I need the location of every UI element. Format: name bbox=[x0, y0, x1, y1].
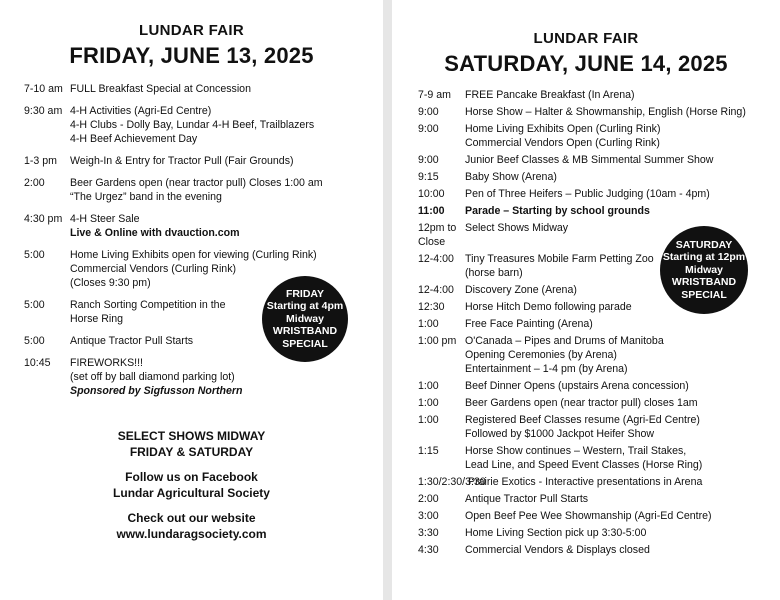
schedule-event bbox=[70, 176, 369, 204]
schedule-time: 12:30 bbox=[418, 301, 445, 313]
schedule-event-line: Horse Show – Halter & Showmanship, English (Horse Ring) bbox=[465, 106, 746, 118]
schedule-row bbox=[24, 154, 369, 168]
schedule-time: 10:45 bbox=[24, 357, 51, 369]
schedule-event bbox=[465, 492, 773, 506]
schedule-time: 11:00 bbox=[418, 205, 445, 217]
schedule-row bbox=[24, 176, 369, 204]
schedule-event-line: Commercial Vendors (Curling Rink) bbox=[70, 263, 237, 275]
badge-line: Midway bbox=[685, 263, 723, 276]
schedule-event-line: FREE Pancake Breakfast (In Arena) bbox=[465, 89, 635, 101]
schedule-event-line: Baby Show (Arena) bbox=[465, 171, 557, 183]
schedule-event bbox=[70, 154, 369, 168]
schedule-event-line: Junior Beef Classes & MB Simmental Summer Show bbox=[465, 154, 714, 166]
schedule-time: 5:00 bbox=[24, 335, 45, 347]
schedule-event-line: Home Living Exhibits Open (Curling Rink) bbox=[465, 123, 661, 135]
schedule-event bbox=[70, 82, 369, 96]
badge-line: Starting at 4pm bbox=[266, 300, 344, 313]
schedule-time: 10:00 bbox=[418, 188, 445, 200]
schedule-time: 4:30 bbox=[418, 544, 439, 556]
schedule-time: 7-10 am bbox=[24, 83, 63, 95]
schedule-time: 2:00 bbox=[24, 177, 45, 189]
schedule-row bbox=[24, 356, 369, 398]
schedule-row bbox=[418, 444, 773, 472]
schedule-row bbox=[24, 82, 369, 96]
schedule-event bbox=[465, 413, 773, 441]
schedule-event-line: (Closes 9:30 pm) bbox=[70, 277, 151, 289]
schedule-time: 7-9 am bbox=[418, 89, 451, 101]
schedule-row bbox=[418, 187, 773, 201]
schedule-event-line: FULL Breakfast Special at Concession bbox=[70, 83, 251, 95]
schedule-event-line: “The Urgez” band in the evening bbox=[70, 191, 222, 203]
schedule-event-line: 4-H Beef Achievement Day bbox=[70, 133, 198, 145]
schedule-row bbox=[418, 122, 773, 150]
saturday-date-title: SATURDAY, JUNE 14, 2025 bbox=[444, 51, 728, 76]
schedule-event-line: Followed by $1000 Jackpot Heifer Show bbox=[465, 428, 655, 440]
schedule-row bbox=[418, 509, 773, 523]
friday-footer bbox=[0, 428, 383, 551]
schedule-event-line: (horse barn) bbox=[465, 267, 523, 279]
schedule-event bbox=[70, 212, 369, 240]
schedule-event-line: Horse Hitch Demo following parade bbox=[465, 301, 632, 313]
schedule-time: 1:00 bbox=[418, 318, 439, 330]
schedule-event bbox=[465, 105, 773, 119]
facebook-note-line2: Lundar Agricultural Society bbox=[113, 486, 270, 500]
schedule-time: 2:00 bbox=[418, 493, 439, 505]
schedule-event bbox=[465, 543, 773, 557]
schedule-event-line: Opening Ceremonies (by Arena) bbox=[465, 349, 617, 361]
schedule-event bbox=[70, 356, 369, 398]
schedule-row bbox=[418, 317, 773, 331]
friday-date-title: FRIDAY, JUNE 13, 2025 bbox=[69, 43, 314, 68]
schedule-event-line: Home Living Section pick up 3:30-5:00 bbox=[465, 527, 647, 539]
schedule-row bbox=[418, 543, 773, 557]
badge-line: Midway bbox=[286, 312, 324, 325]
schedule-time: 1:00 pm bbox=[418, 335, 457, 347]
schedule-time: 1:00 bbox=[418, 397, 439, 409]
schedule-time: 4:30 pm bbox=[24, 213, 63, 225]
schedule-time: 3:30 bbox=[418, 527, 439, 539]
schedule-time: 9:00 bbox=[418, 123, 439, 135]
saturday-schedule bbox=[418, 88, 773, 560]
schedule-time: 1:30/2:30/3:30 bbox=[418, 476, 486, 488]
schedule-time: 1:15 bbox=[418, 445, 439, 457]
schedule-time: 12pm to Close bbox=[418, 222, 457, 248]
schedule-event bbox=[465, 153, 773, 167]
badge-line: Starting at 12pm bbox=[662, 251, 746, 264]
schedule-event-line: Entertainment – 1-4 pm (by Arena) bbox=[465, 363, 628, 375]
schedule-row bbox=[418, 204, 773, 218]
badge-line: WRISTBAND bbox=[671, 276, 737, 289]
schedule-time: 5:00 bbox=[24, 299, 45, 311]
schedule-event-line: 4-H Clubs - Dolly Bay, Lundar 4-H Beef, Trailblazers bbox=[70, 119, 315, 131]
schedule-event-line: Select Shows Midway bbox=[465, 222, 569, 234]
schedule-row bbox=[418, 379, 773, 393]
schedule-event-line: Beer Gardens open (near tractor pull) Closes 1:00 am bbox=[70, 177, 323, 189]
schedule-event-line: Antique Tractor Pull Starts bbox=[465, 493, 589, 505]
saturday-page bbox=[392, 0, 780, 600]
saturday-wristband-badge bbox=[660, 226, 748, 314]
facebook-note-line1: Follow us on Facebook bbox=[125, 470, 258, 484]
schedule-event bbox=[465, 317, 773, 331]
schedule-time: 5:00 bbox=[24, 249, 45, 261]
schedule-event-line: Ranch Sorting Competition in the bbox=[70, 299, 226, 311]
badge-line: FRIDAY bbox=[285, 287, 325, 300]
schedule-event-line: Home Living Exhibits open for viewing (Curling Rink) bbox=[70, 249, 317, 261]
schedule-event bbox=[465, 204, 773, 218]
schedule-event bbox=[468, 475, 773, 489]
schedule-event-line: Horse Show continues – Western, Trail Stakes, bbox=[465, 445, 687, 457]
schedule-event bbox=[465, 122, 773, 150]
schedule-event bbox=[465, 509, 773, 523]
schedule-event-line: Tiny Treasures Mobile Farm Petting Zoo bbox=[465, 253, 654, 265]
schedule-event-line: Registered Beef Classes resume (Agri-Ed Centre) bbox=[465, 414, 700, 426]
schedule-event-line: O'Canada – Pipes and Drums of Manitoba bbox=[465, 335, 664, 347]
schedule-event-line: Commercial Vendors Open (Curling Rink) bbox=[465, 137, 660, 149]
schedule-row bbox=[418, 334, 773, 376]
schedule-row bbox=[418, 396, 773, 410]
schedule-time: 9:00 bbox=[418, 154, 439, 166]
schedule-time: 1-3 pm bbox=[24, 155, 57, 167]
schedule-event bbox=[465, 170, 773, 184]
schedule-time: 1:00 bbox=[418, 414, 439, 426]
schedule-row bbox=[418, 475, 773, 489]
schedule-event-line: Live & Online with dvauction.com bbox=[70, 227, 240, 239]
schedule-event-line: Beef Dinner Opens (upstairs Arena concession) bbox=[465, 380, 689, 392]
website-link[interactable]: www.lundaragsociety.com bbox=[116, 527, 267, 541]
schedule-event-line: Weigh-In & Entry for Tractor Pull (Fair Grounds) bbox=[70, 155, 294, 167]
schedule-event-line: Discovery Zone (Arena) bbox=[465, 284, 577, 296]
schedule-event-line: Horse Ring bbox=[70, 313, 123, 325]
schedule-row bbox=[418, 492, 773, 506]
schedule-row bbox=[418, 153, 773, 167]
badge-line: SPECIAL bbox=[282, 337, 328, 350]
schedule-event-line: FIREWORKS!!! bbox=[70, 357, 143, 369]
schedule-event bbox=[465, 396, 773, 410]
schedule-event-line: Sponsored by Sigfusson Northern bbox=[70, 385, 243, 397]
schedule-event-line: Prairie Exotics - Interactive presentations in Arena bbox=[468, 476, 703, 488]
schedule-row bbox=[24, 104, 369, 146]
fair-name-heading: LUNDAR FAIR bbox=[139, 22, 244, 39]
schedule-row bbox=[24, 212, 369, 240]
schedule-event-line: 4-H Steer Sale bbox=[70, 213, 140, 225]
schedule-row bbox=[418, 88, 773, 102]
schedule-event-line: 4-H Activities (Agri-Ed Centre) bbox=[70, 105, 212, 117]
schedule-time: 12-4:00 bbox=[418, 284, 454, 296]
friday-page bbox=[0, 0, 383, 600]
schedule-event bbox=[465, 379, 773, 393]
schedule-event-line: Beer Gardens open (near tractor pull) closes 1am bbox=[465, 397, 698, 409]
website-note-line1: Check out our website bbox=[127, 511, 256, 525]
friday-wristband-badge bbox=[262, 276, 348, 362]
schedule-event bbox=[465, 334, 773, 376]
schedule-event bbox=[465, 187, 773, 201]
fair-name-heading: LUNDAR FAIR bbox=[533, 30, 639, 47]
midway-note-line1: SELECT SHOWS MIDWAY bbox=[117, 429, 266, 443]
schedule-event bbox=[70, 104, 369, 146]
schedule-event-line: Pen of Three Heifers – Public Judging (10am - 4pm) bbox=[465, 188, 710, 200]
badge-line: WRISTBAND bbox=[272, 325, 338, 338]
schedule-event bbox=[465, 444, 773, 472]
schedule-event bbox=[465, 526, 773, 540]
schedule-event-line: Open Beef Pee Wee Showmanship (Agri-Ed Centre) bbox=[465, 510, 712, 522]
schedule-row bbox=[418, 105, 773, 119]
schedule-event-line: (set off by ball diamond parking lot) bbox=[70, 371, 235, 383]
schedule-event-line: Free Face Painting (Arena) bbox=[465, 318, 593, 330]
schedule-time: 1:00 bbox=[418, 380, 439, 392]
schedule-time: 9:15 bbox=[418, 171, 439, 183]
schedule-event bbox=[465, 88, 773, 102]
badge-line: SATURDAY bbox=[675, 238, 733, 251]
schedule-time: 9:00 bbox=[418, 106, 439, 118]
badge-line: SPECIAL bbox=[681, 288, 727, 301]
schedule-time: 3:00 bbox=[418, 510, 439, 522]
schedule-event-line: Lead Line, and Speed Event Classes (Horse Ring) bbox=[465, 459, 703, 471]
schedule-row bbox=[418, 413, 773, 441]
schedule-row bbox=[418, 526, 773, 540]
schedule-event-line: Parade – Starting by school grounds bbox=[465, 205, 650, 217]
schedule-event-line: Commercial Vendors & Displays closed bbox=[465, 544, 650, 556]
midway-note-line2: FRIDAY & SATURDAY bbox=[129, 445, 254, 459]
schedule-row bbox=[418, 170, 773, 184]
schedule-time: 12-4:00 bbox=[418, 253, 454, 265]
schedule-time: 9:30 am bbox=[24, 105, 63, 117]
schedule-event-line: Antique Tractor Pull Starts bbox=[70, 335, 194, 347]
